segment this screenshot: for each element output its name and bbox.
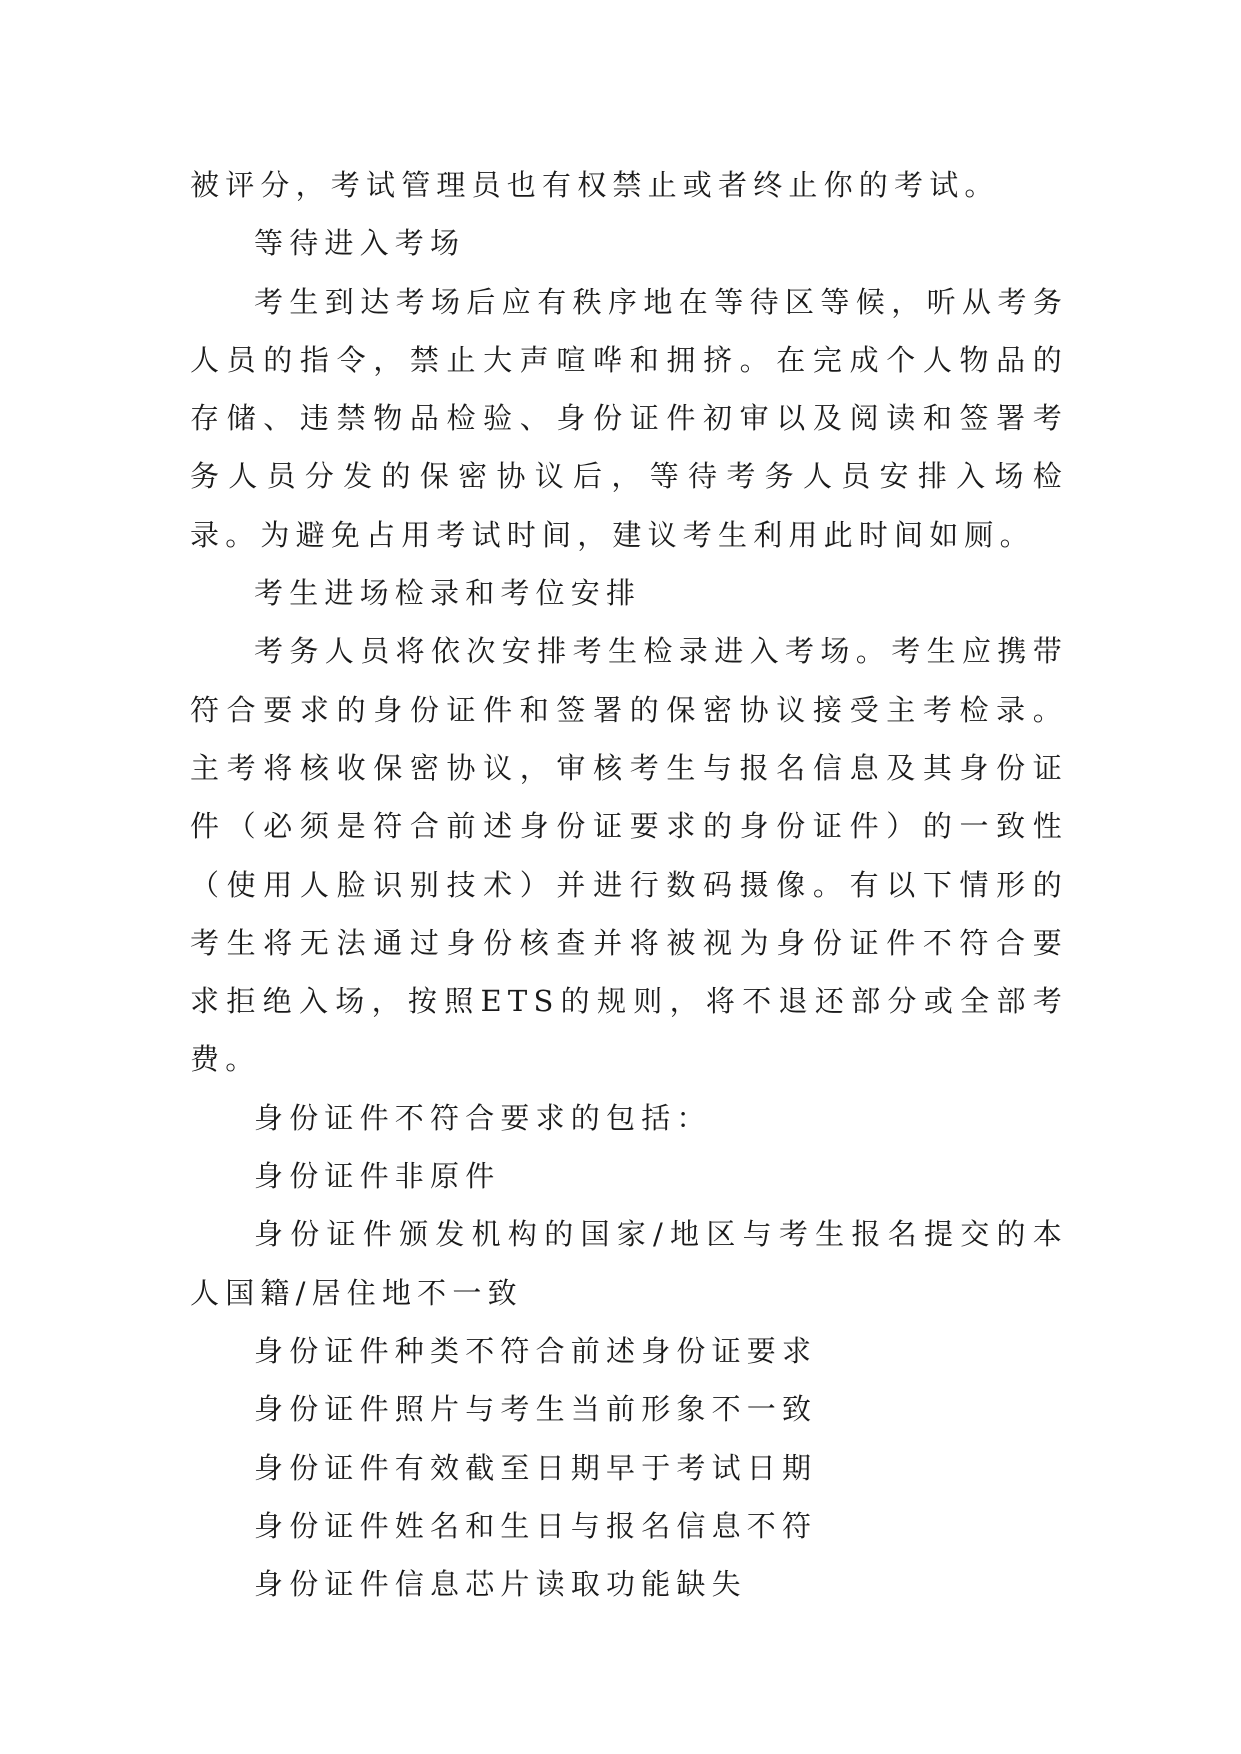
list-item: 身份证件颁发机构的国家/地区与考生报名提交的本人国籍/居住地不一致 [190, 1217, 1068, 1310]
list-item: 身份证件照片与考生当前形象不一致 [254, 1392, 818, 1427]
list-item: 身份证件种类不符合前述身份证要求 [254, 1333, 818, 1368]
paragraph-continuation: 被评分，考试管理员也有权禁止或者终止你的考试。 [190, 168, 1000, 202]
document-body [190, 156, 1068, 1613]
list-heading-id-invalid: 身份证件不符合要求的包括： [254, 1100, 712, 1135]
list-item: 身份证件有效截至日期早于考试日期 [254, 1450, 818, 1485]
paragraph-waiting-area: 考生到达考场后应有秩序地在等待区等候，听从考务人员的指令，禁止大声喧哗和拥挤。在完成个人物品的存储、违禁物品检验、身份证件初审以及阅读和签署考务人员分发的保密协议后，等待考务人员安排入场检录。为避免占用考试时间，建议考生利用此时间如厕。 [190, 284, 1068, 552]
paragraph-checkin: 考务人员将依次安排考生检录进入考场。考生应携带符合要求的身份证件和签署的保密协议接受主考检录。主考将核收保密协议，审核考生与报名信息及其身份证件（必须是符合前述身份证要求的身份证件）的一致性（使用人脸识别技术）并进行数码摄像。有以下情形的考生将无法通过身份核查并将被视为身份证件不符合要求拒绝入场，按照ETS的规则，将不退还部分或全部考费。 [190, 634, 1068, 1077]
list-item: 身份证件非原件 [254, 1159, 501, 1194]
list-item: 身份证件信息芯片读取功能缺失 [254, 1567, 747, 1602]
section-heading-checkin: 考生进场检录和考位安排 [254, 576, 642, 611]
section-heading-waiting: 等待进入考场 [254, 226, 466, 261]
list-item: 身份证件姓名和生日与报名信息不符 [254, 1508, 818, 1543]
